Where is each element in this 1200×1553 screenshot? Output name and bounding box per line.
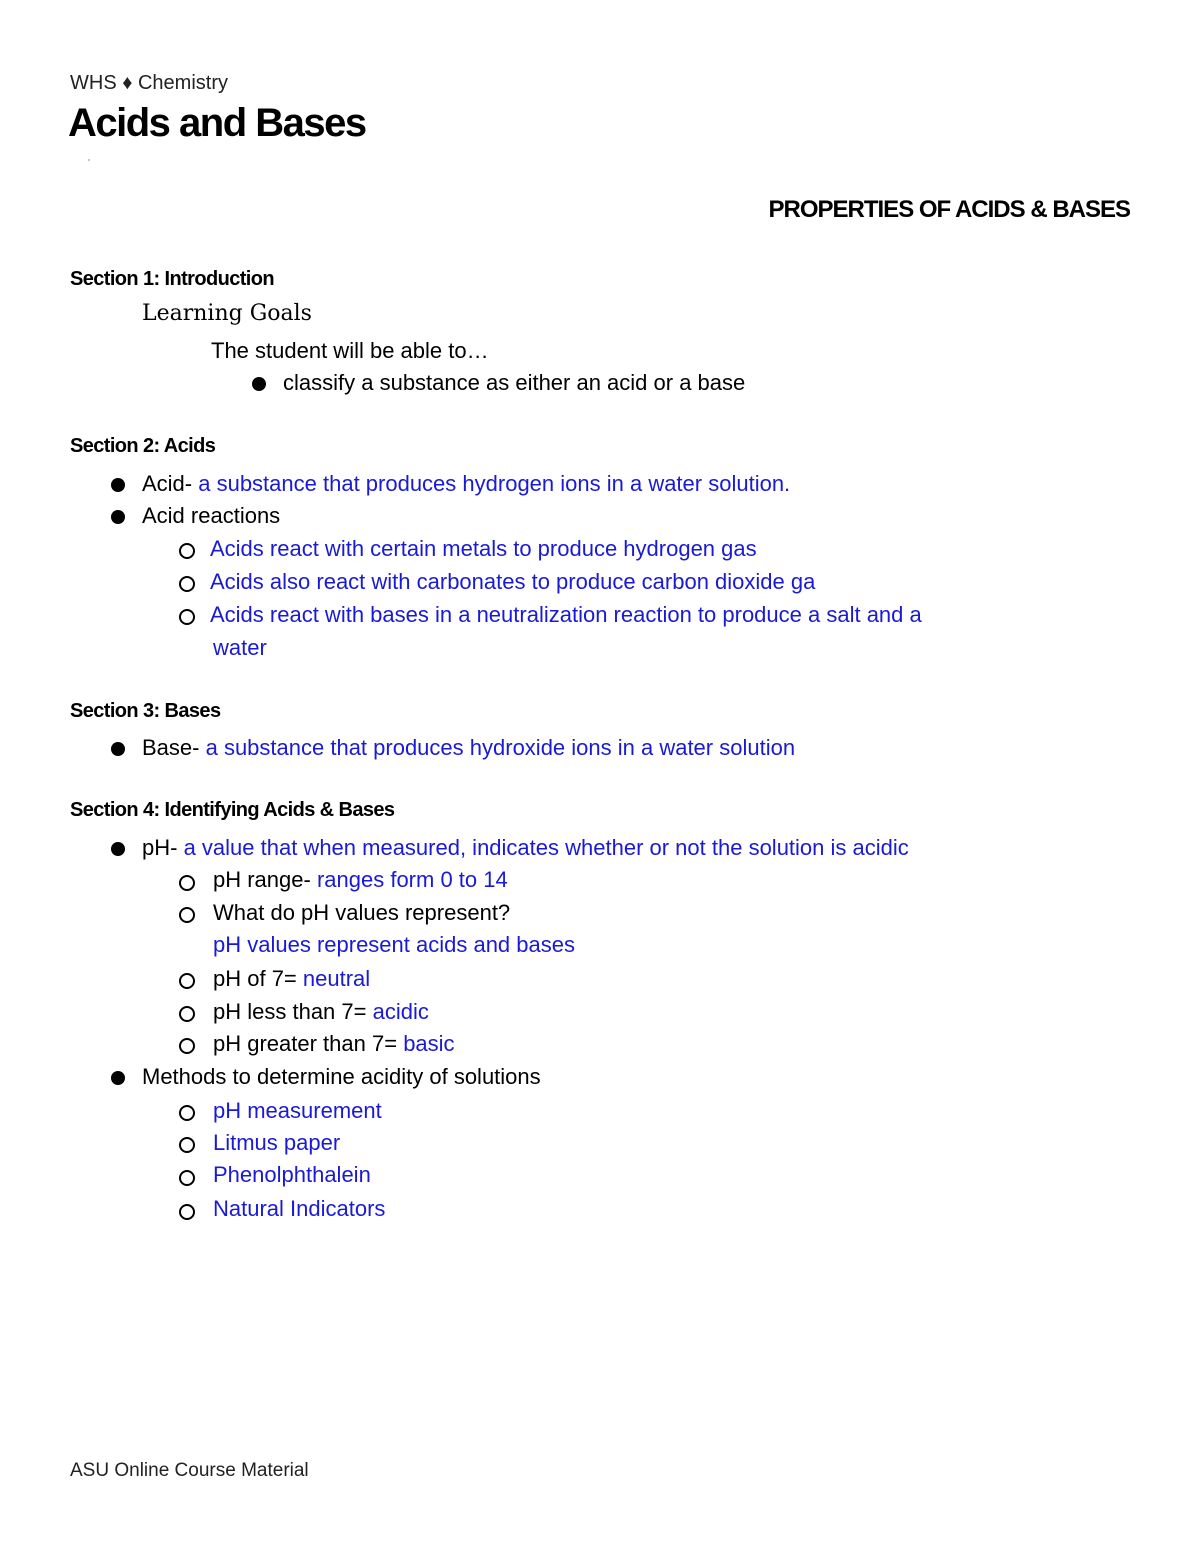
stray-mark: ' (88, 158, 90, 169)
bullet-circle-icon (179, 1137, 195, 1153)
section-3-heading: Section 3: Bases (70, 700, 221, 722)
bullet-dot-icon (111, 510, 125, 524)
bullet-circle-icon (179, 609, 195, 625)
bullet-circle-icon (179, 576, 195, 592)
method-item: Litmus paper (213, 1130, 341, 1155)
bullet-dot-icon (111, 742, 125, 756)
section-4-heading: Section 4: Identifying Acids & Bases (70, 799, 395, 821)
bullet-circle-icon (179, 875, 195, 891)
bullet-dot-icon (111, 1071, 125, 1085)
ph-neutral: pH of 7= neutral (213, 966, 371, 991)
bullet-circle-icon (179, 1105, 195, 1121)
footer-text: ASU Online Course Material (70, 1460, 309, 1481)
reaction-item: Acids react with bases in a neutralization reaction to produce a salt and a (210, 602, 922, 627)
ph-represent-question: What do pH values represent? (213, 900, 511, 925)
reaction-item-continued: water (213, 635, 267, 660)
course-label: WHS ♦ Chemistry (70, 72, 228, 94)
section-1-heading: Section 1: Introduction (70, 268, 274, 290)
page-title: Acids and Bases (68, 101, 366, 145)
bullet-circle-icon (179, 543, 195, 559)
ph-definition: pH- a value that when measured, indicates whether or not the solution is acidic (142, 835, 909, 860)
methods-label: Methods to determine acidity of solutions (142, 1064, 541, 1089)
method-item: Natural Indicators (213, 1196, 386, 1221)
goals-intro: The student will be able to… (211, 338, 489, 363)
reaction-item: Acids also react with carbonates to produce carbon dioxide ga (210, 569, 816, 594)
method-item: pH measurement (213, 1098, 382, 1123)
bullet-circle-icon (179, 1170, 195, 1186)
ph-acidic: pH less than 7= acidic (213, 999, 429, 1024)
acid-definition: Acid- a substance that produces hydrogen ions in a water solution. (142, 471, 791, 496)
method-item: Phenolphthalein (213, 1162, 371, 1187)
bullet-circle-icon (179, 1006, 195, 1022)
bullet-dot-icon (252, 377, 266, 391)
ph-represent-answer: pH values represent acids and bases (213, 932, 575, 957)
bullet-circle-icon (179, 1038, 195, 1054)
ph-basic: pH greater than 7= basic (213, 1031, 455, 1056)
bullet-circle-icon (179, 907, 195, 923)
bullet-circle-icon (179, 973, 195, 989)
reaction-item: Acids react with certain metals to produce hydrogen gas (210, 536, 757, 561)
base-definition: Base- a substance that produces hydroxide ions in a water solution (142, 735, 796, 760)
section-2-heading: Section 2: Acids (70, 435, 216, 457)
goal-item: classify a substance as either an acid or a base (283, 370, 746, 395)
acid-reactions-label: Acid reactions (142, 503, 281, 528)
page-subtitle: PROPERTIES OF ACIDS & BASES (768, 196, 1130, 223)
bullet-circle-icon (179, 1204, 195, 1220)
bullet-dot-icon (111, 842, 125, 856)
learning-goals-heading: Learning Goals (142, 301, 312, 326)
bullet-dot-icon (111, 478, 125, 492)
ph-range: pH range- ranges form 0 to 14 (213, 867, 508, 892)
